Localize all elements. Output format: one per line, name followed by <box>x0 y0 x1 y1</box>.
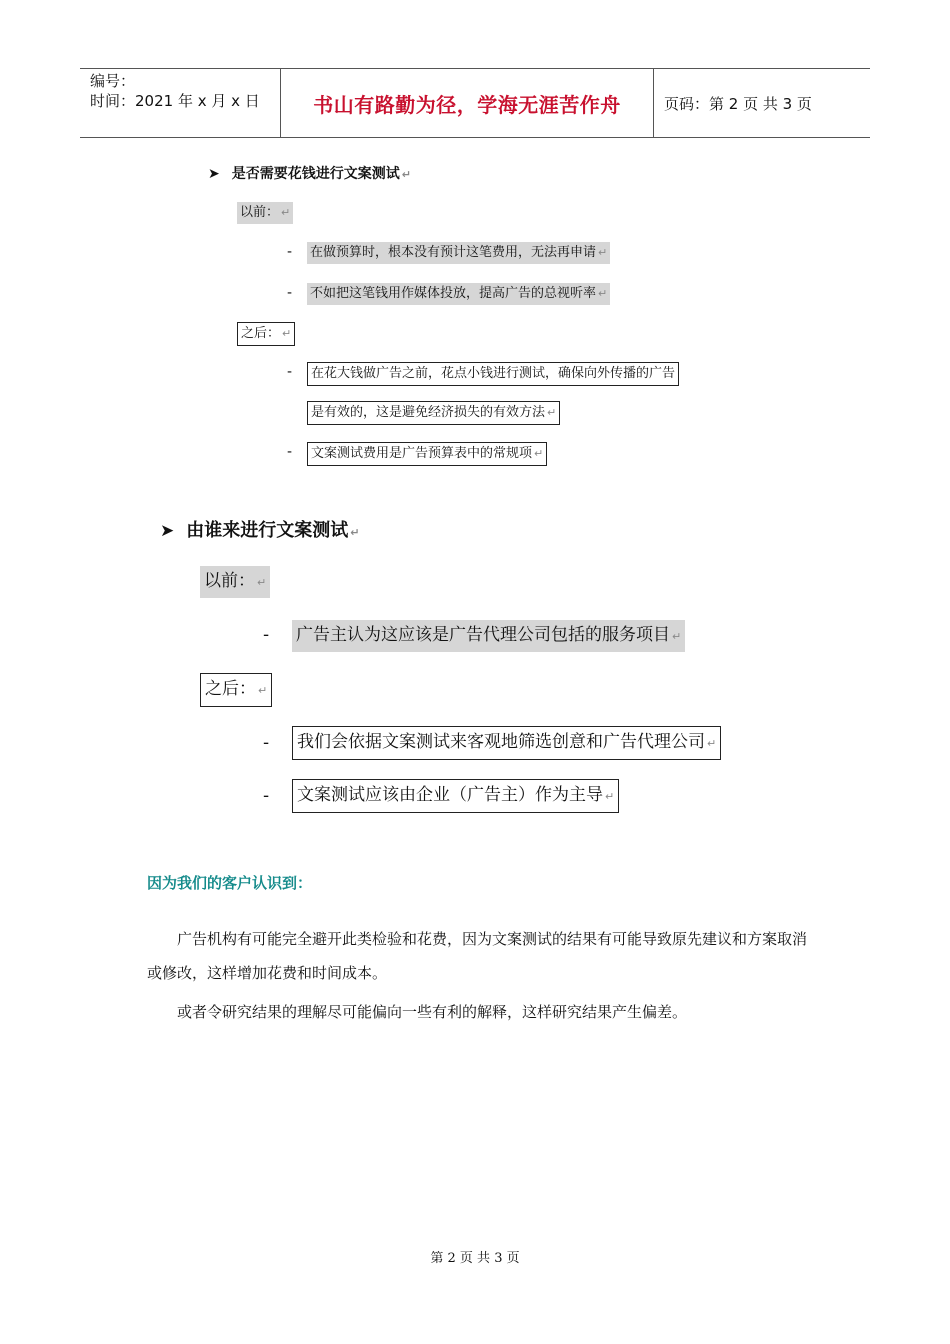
return-mark-icon: ↵ <box>257 576 267 589</box>
section1-title <box>208 163 411 183</box>
section1-before-item-1: 在做预算时，根本没有预计这笔费用，无法再申请 ↵ <box>307 242 610 264</box>
return-mark-icon: ↵ <box>350 526 360 539</box>
header-page-info: 页码：第 2 页 共 3 页 <box>664 94 812 113</box>
dash-bullet: - <box>263 733 270 753</box>
return-mark-icon: ↵ <box>672 630 682 643</box>
header-motto: 书山有路勤为径，学海无涯苦作舟 <box>313 92 621 117</box>
section2-after-item-1: 我们会依据文案测试来客观地筛选创意和广告代理公司 ↵ <box>292 726 721 760</box>
section2-before-label: 以前： ↵ <box>200 566 270 598</box>
return-mark-icon: ↵ <box>547 406 557 419</box>
arrow-bullet-icon: ➤ <box>208 166 220 182</box>
return-mark-icon: ↵ <box>598 246 608 259</box>
header-motto-cell <box>281 69 654 137</box>
doc-number-label: 编号： <box>90 72 136 90</box>
return-mark-icon: ↵ <box>707 737 717 750</box>
dash-bullet: - <box>287 285 293 301</box>
dash-bullet: - <box>287 444 293 460</box>
page-footer: 第 2 页 共 3 页 <box>430 1251 520 1266</box>
dash-bullet: - <box>287 364 293 380</box>
return-mark-icon: ↵ <box>605 790 615 803</box>
return-mark-icon: ↵ <box>401 168 411 181</box>
section2-after-label: 之后： ↵ <box>200 673 272 707</box>
conclusion-paragraph-1: 广告机构有可能完全避开此类检验和花费，因为文案测试的结果有可能导致原先建议和方案取消或修改，这样增加花费和时间成本。 <box>147 930 808 982</box>
arrow-bullet-icon: ➤ <box>160 521 175 541</box>
dash-bullet: - <box>287 244 293 260</box>
section2-title-text: 由谁来进行文案测试 <box>186 520 349 541</box>
section1-title-text: 是否需要花钱进行文案测试 <box>231 166 400 182</box>
return-mark-icon: ↵ <box>534 447 544 460</box>
section1-before-label: 以前： ↵ <box>237 202 293 224</box>
doc-time-label: 时间：2021 年 x 月 x 日 <box>90 92 260 110</box>
section1-after-item-1: 在花大钱做广告之前，花点小钱进行测试，确保向外传播的广告 <box>307 362 679 386</box>
return-mark-icon: ↵ <box>282 327 292 340</box>
page-header <box>80 68 870 138</box>
return-mark-icon: ↵ <box>258 684 268 697</box>
section2-title <box>160 516 359 542</box>
section2-after-item-2: 文案测试应该由企业（广告主）作为主导 ↵ <box>292 779 619 813</box>
section1-before-item-2: 不如把这笔钱用作媒体投放，提高广告的总视听率 ↵ <box>307 283 610 305</box>
section1-after-label: 之后： ↵ <box>237 322 295 346</box>
return-mark-icon: ↵ <box>281 206 291 219</box>
section1-after-item-2: 文案测试费用是广告预算表中的常规项 ↵ <box>307 442 547 466</box>
dash-bullet: - <box>263 786 270 806</box>
section2-before-item-1: 广告主认为这应该是广告代理公司包括的服务项目 ↵ <box>292 620 685 652</box>
conclusion-paragraph-2: 或者令研究结果的理解尽可能偏向一些有利的解释，这样研究结果产生偏差。 <box>177 1003 688 1021</box>
conclusion-heading: 因为我们的客户认识到： <box>147 874 313 892</box>
dash-bullet: - <box>263 625 270 645</box>
header-left-cell <box>80 69 281 137</box>
section1-after-item-1-cont: 是有效的，这是避免经济损失的有效方法 ↵ <box>307 401 560 425</box>
return-mark-icon: ↵ <box>598 287 608 300</box>
